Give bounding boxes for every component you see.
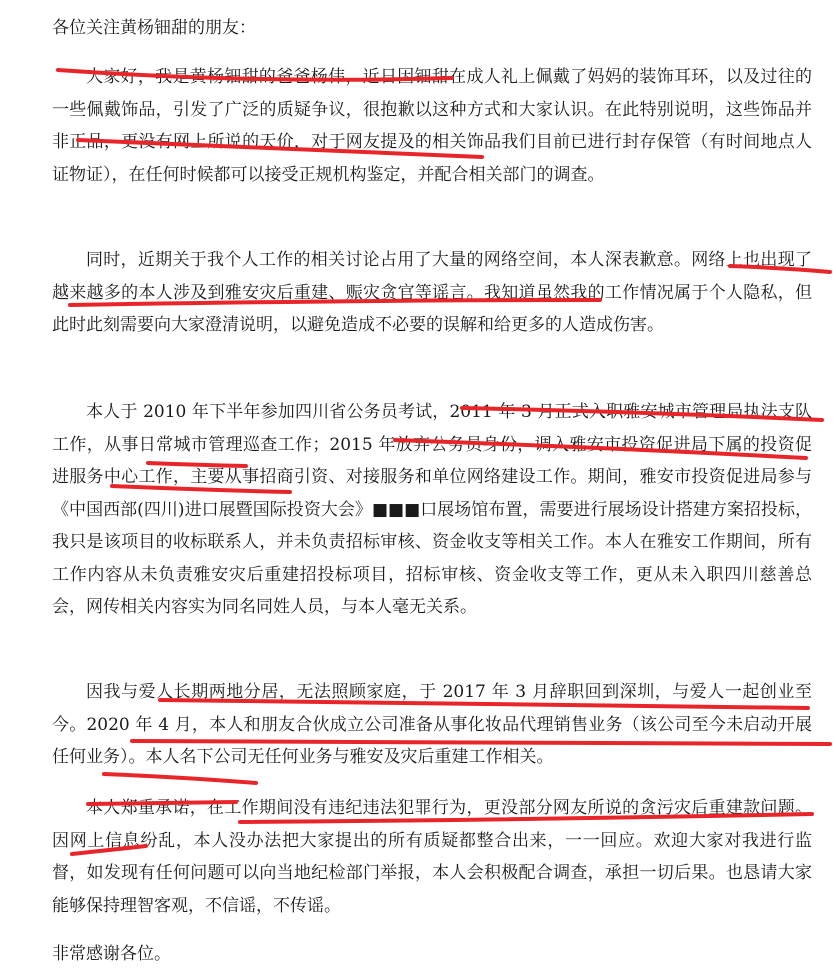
letter-greeting: 各位关注黄杨钿甜的朋友： bbox=[52, 18, 256, 38]
paragraph-5: 本人郑重承诺，在工作期间没有违纪违法犯罪行为，更没部分网友所说的贪污灾后重建款问题。因网上信息纷乱，本人没办法把大家提出的所有质疑都整合出来，一一回应。欢迎大家对我进行监督，如发现有任何问题可以向当地纪检部门举报，本人会积极配合调查，承担一切后果。也恳请大家能够保持理智客观，不信谣，不传谣。 bbox=[52, 798, 812, 916]
letter-closing: 非常感谢各位。 bbox=[52, 944, 171, 964]
red-arrow bbox=[104, 774, 256, 783]
paragraph-4: 因我与爱人长期两地分居，无法照顾家庭，于 2017 年 3 月辞职回到深圳，与爱人一起创业至今。2020 年 4 月，本人和朋友合伙成立公司准备从事化妆品代理销售业务（该公司至今未启动开展任何业务）。本人名下公司无任何业务与雅安及灾后重建工作相关。 bbox=[52, 682, 812, 767]
paragraph-2: 同时，近期关于我个人工作的相关讨论占用了大量的网络空间，本人深表歉意。网络上也出现了越来越多的本人涉及到雅安灾后重建、赈灾贪官等谣言。我知道虽然我的工作情况属于个人隐私，但此时此刻需要向大家澄清说明，以避免造成不必要的误解和给更多的人造成伤害。 bbox=[52, 250, 812, 335]
paragraph-3: 本人于 2010 年下半年参加四川省公务员考试，2011 年 3 月正式入职雅安城市管理局执法支队工作，从事日常城市管理巡查工作；2015 年放弃公务员身份，调入雅安市投资促进局下属的投资促进服务中心工作，主要从事招商引资、对接服务和单位网络建设工作。期间，雅安市投资促进局参与《中国西部(四川)进口展暨国际投资大会》■■■口展场馆布置，需要进行展场设计搭建方案招投标，我只是该项目的收标联系人，并未负责招标审核、资金收支等相关工作。本人在雅安工作期间，所有工作内容从未负责雅安灾后重建招投标项目，招标审核、资金收支等工作，更从未入职四川慈善总会，网传相关内容实为同名同姓人员，与本人毫无关系。 bbox=[52, 402, 812, 617]
paragraph-1: 大家好，我是黄杨钿甜的爸爸杨伟，近日因钿甜在成人礼上佩戴了妈妈的装饰耳环，以及过往的一些佩戴饰品，引发了广泛的质疑争议，很抱歉以这种方式和大家认识。在此特别说明，这些饰品并非正品，更没有网上所说的天价，对于网友提及的相关饰品我们目前已进行封存保管（有时间地点人证物证），在任何时候都可以接受正规机构鉴定，并配合相关部门的调查。 bbox=[52, 67, 812, 185]
